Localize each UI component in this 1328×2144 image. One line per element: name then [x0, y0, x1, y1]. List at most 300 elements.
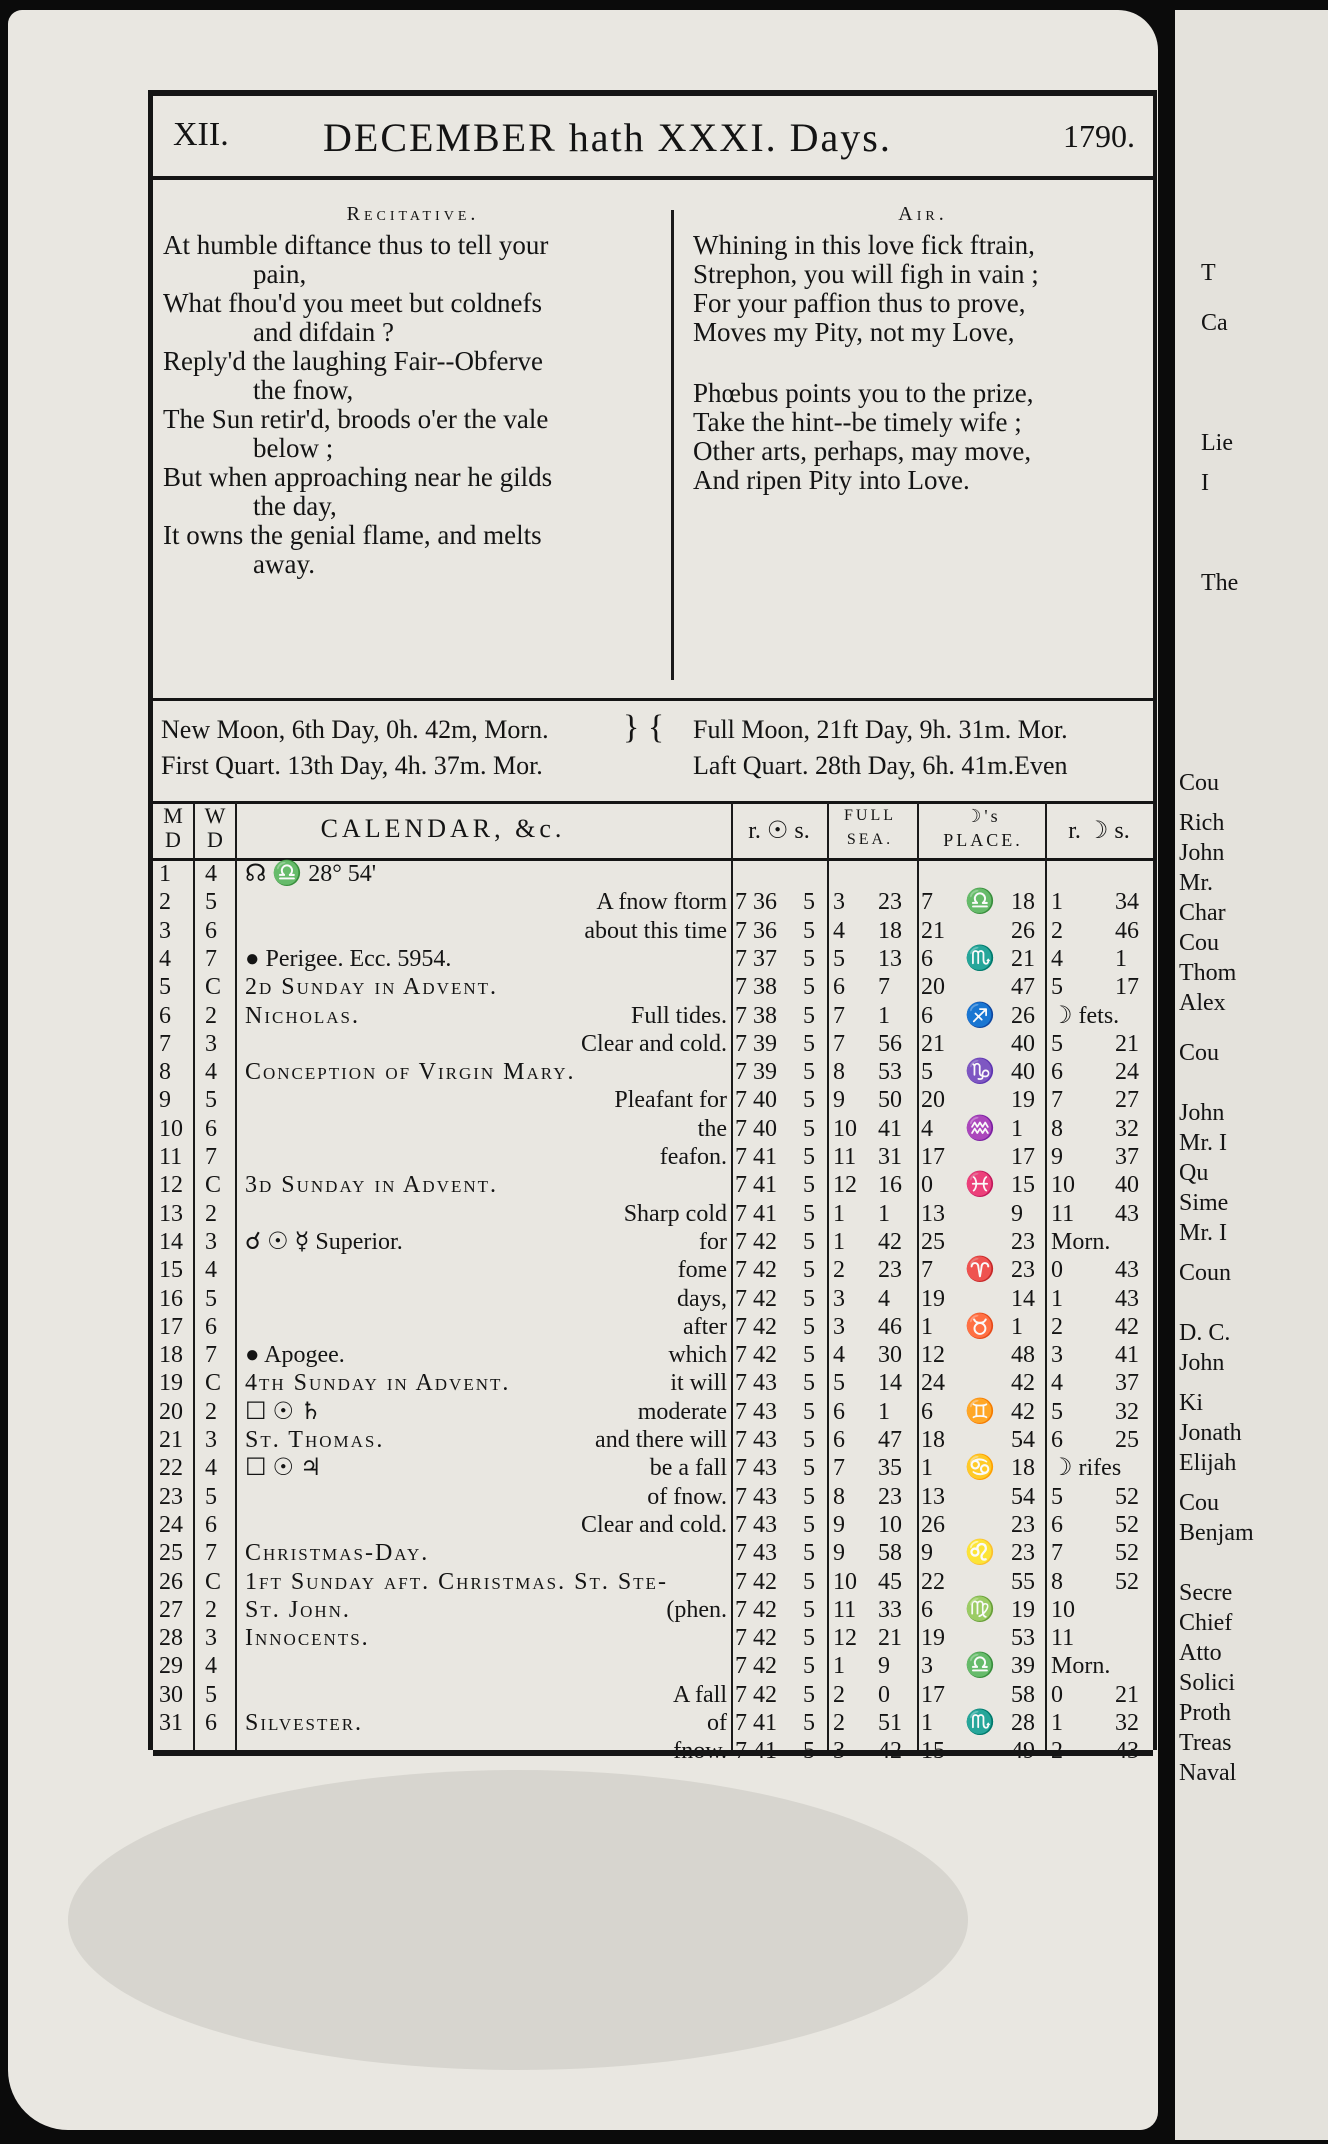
cell-moon-min: 24	[1115, 1059, 1139, 1086]
cell-moon-deg: 4	[921, 1115, 933, 1142]
cell-moon-rise: 5	[1051, 974, 1063, 1001]
cell-moon-deg: 6	[921, 945, 933, 972]
cell-moon-place: 54	[1011, 1427, 1035, 1453]
cell-moon-min: 21	[1115, 1030, 1139, 1057]
cell-sea-min: 23	[878, 1483, 902, 1510]
cell-sea-hour: 10	[833, 1115, 857, 1142]
cell-moon-deg: 17	[921, 1144, 945, 1170]
cell-sunset: 5	[803, 1059, 815, 1086]
table-row	[153, 1369, 1153, 1397]
cell-moon-place: 28	[1011, 1710, 1035, 1736]
cell-sunrise: 7 42	[735, 1653, 777, 1680]
cell-sunrise: 7 38	[735, 1002, 777, 1029]
cell-weather: days,	[677, 1285, 727, 1312]
table-row	[153, 1398, 1153, 1426]
cell-weather: (phen.	[666, 1596, 727, 1623]
cell-moon-deg: 6	[921, 1398, 933, 1425]
cell-moon-deg: 17	[921, 1681, 945, 1708]
cell-moon-min: 37	[1115, 1144, 1139, 1170]
cell-weather: feafon.	[659, 1144, 727, 1170]
cell-moon-place: 48	[1011, 1342, 1035, 1369]
cell-moon-deg: 13	[921, 1200, 945, 1227]
cell-week-day: 7	[205, 1342, 217, 1369]
cell-sea-hour: 2	[833, 1710, 845, 1736]
cell-sunrise: 7 37	[735, 945, 777, 972]
cell-sea-hour: 7	[833, 1030, 845, 1057]
col-calendar: CALENDAR, &c.	[320, 814, 566, 843]
cell-sea-hour: 8	[833, 1483, 845, 1510]
cell-moon-sign: ♒	[965, 1115, 995, 1142]
cell-month-day: 25	[159, 1540, 183, 1567]
poem-line: below ;	[253, 433, 334, 463]
cell-sunrise: 7 42	[735, 1342, 777, 1369]
cell-moon-min: 46	[1115, 917, 1139, 944]
cell-sunrise: 7 43	[735, 1540, 777, 1567]
adjacent-fragment: The	[1201, 570, 1239, 596]
cell-moon-rise: 2	[1051, 917, 1063, 944]
cell-moon-rise: 5	[1051, 1398, 1063, 1425]
poem-line: At humble diftance thus to tell your	[163, 230, 549, 260]
table-row	[153, 1454, 1153, 1482]
table-row	[153, 1596, 1153, 1624]
cell-weather: and there will	[595, 1427, 727, 1453]
cell-month-day: 31	[159, 1710, 183, 1736]
cell-moon-rise: 6	[1051, 1511, 1063, 1538]
cell-moon-place: 17	[1011, 1144, 1035, 1170]
cell-sea-min: 1	[878, 1002, 890, 1029]
cell-moon-min: 43	[1115, 1200, 1139, 1227]
poem-line: pain,	[253, 259, 307, 289]
cell-weather: A fall	[673, 1681, 727, 1708]
cell-moon-rise: 6	[1051, 1427, 1063, 1453]
page-header	[153, 90, 1153, 180]
cell-sunrise: 7 41	[735, 1144, 777, 1170]
moon-phases	[153, 698, 1153, 804]
cell-moon-min: 41	[1115, 1342, 1139, 1369]
cell-month-day: 9	[159, 1087, 171, 1114]
poem-divider	[671, 210, 674, 680]
cell-month-day: 11	[159, 1144, 183, 1170]
cell-month-day: 21	[159, 1427, 183, 1453]
cell-sunset: 5	[803, 1681, 815, 1708]
cell-moon-sign: ♊	[965, 1398, 995, 1425]
cell-moon-place: 23	[1011, 1257, 1035, 1284]
cell-moon-place: 15	[1011, 1172, 1035, 1199]
poem-line: Phœbus points you to the prize,	[693, 378, 1034, 408]
cell-sea-hour: 8	[833, 1059, 845, 1086]
adjacent-fragment: Benjam	[1179, 1520, 1254, 1546]
cell-week-day: 2	[205, 1002, 217, 1029]
cell-month-day: 18	[159, 1342, 183, 1369]
cell-moon-place: 40	[1011, 1030, 1035, 1057]
poem-line: and difdain ?	[253, 317, 394, 347]
cell-moon-min: 43	[1115, 1285, 1139, 1312]
cell-week-day: C	[205, 1172, 222, 1199]
cell-sunrise: 7 40	[735, 1087, 777, 1114]
cell-moon-place: 1	[1011, 1115, 1023, 1142]
adjacent-fragment: John	[1179, 1100, 1225, 1126]
adjacent-fragment: Mr. I	[1179, 1130, 1227, 1156]
cell-moon-min: 52	[1115, 1511, 1139, 1538]
cell-sunrise: 7 42	[735, 1285, 777, 1312]
cell-sea-hour: 9	[833, 1540, 845, 1567]
cell-month-day: 23	[159, 1483, 183, 1510]
cell-moon-deg: 19	[921, 1625, 945, 1652]
month-number: XII.	[173, 116, 229, 153]
poem-line: For your paffion thus to prove,	[693, 288, 1026, 318]
cell-sea-hour: 4	[833, 917, 845, 944]
cell-sea-hour: 3	[833, 1313, 845, 1340]
cell-moon-min: 52	[1115, 1540, 1139, 1567]
cell-moon-place: 42	[1011, 1370, 1035, 1397]
cell-sea-min: 53	[878, 1059, 902, 1086]
recitative-lines	[163, 231, 663, 579]
cell-moon-rise: 8	[1051, 1568, 1063, 1595]
cell-sunset: 5	[803, 1370, 815, 1397]
cell-week-day: 5	[205, 1483, 217, 1510]
cell-sea-hour: 9	[833, 1087, 845, 1114]
cell-month-day: 6	[159, 1002, 171, 1029]
table-row	[153, 1624, 1153, 1652]
cell-sea-min: 31	[878, 1144, 902, 1170]
cell-week-day: 3	[205, 1228, 217, 1255]
col-moon-rise: r. ☽ s.	[1068, 818, 1130, 844]
cell-moon-place: 26	[1011, 917, 1035, 944]
cell-moon-rise: 1	[1051, 1285, 1063, 1312]
cell-moon-min: 32	[1115, 1398, 1139, 1425]
cell-moon-rise: 10	[1051, 1596, 1075, 1623]
cell-moon-sign: ♋	[965, 1455, 995, 1482]
cell-moon-rise: 5	[1051, 1483, 1063, 1510]
table-row	[153, 1341, 1153, 1369]
cell-moon-sign: ♓	[965, 1172, 995, 1199]
year: 1790.	[1063, 118, 1135, 154]
cell-moon-deg: 1	[921, 1455, 933, 1482]
cell-sea-hour: 7	[833, 1455, 845, 1482]
cell-month-day: 5	[159, 974, 171, 1001]
cell-moon-deg: 12	[921, 1342, 945, 1369]
table-row	[153, 1086, 1153, 1114]
cell-sea-min: 51	[878, 1710, 902, 1736]
table-row	[153, 1171, 1153, 1199]
table-row	[153, 860, 1153, 888]
cell-calendar: ☌ ☉ ☿ Superior.	[245, 1228, 403, 1255]
table-row	[153, 1285, 1153, 1313]
cell-sea-min: 41	[878, 1115, 902, 1142]
cell-sea-min: 35	[878, 1455, 902, 1482]
cell-weather: fome	[677, 1257, 727, 1284]
poem-line: And ripen Pity into Love.	[693, 465, 970, 495]
adjacent-fragment: Chief	[1179, 1610, 1233, 1636]
cell-week-day: C	[205, 974, 222, 1001]
cell-month-day: 8	[159, 1059, 171, 1086]
cell-week-day: 3	[205, 1030, 217, 1057]
cell-week-day: 7	[205, 945, 217, 972]
cell-calendar: ☊ ♎ 28° 54'	[245, 861, 377, 887]
cell-moon-sign: ♏	[965, 945, 995, 972]
poem-line: The Sun retir'd, broods o'er the vale	[163, 404, 549, 434]
cell-sunrise: 7 36	[735, 889, 777, 916]
cell-moon-rise: 4	[1051, 1370, 1063, 1397]
cell-moon-min: 40	[1115, 1172, 1139, 1199]
cell-moon-rise: 6	[1051, 1059, 1063, 1086]
cell-sunset: 5	[803, 889, 815, 916]
cell-sea-hour: 1	[833, 1200, 845, 1227]
cell-week-day: 5	[205, 1285, 217, 1312]
cell-week-day: 3	[205, 1625, 217, 1652]
cell-moon-deg: 26	[921, 1511, 945, 1538]
cell-sunset: 5	[803, 974, 815, 1001]
cell-sea-min: 21	[878, 1625, 902, 1652]
cell-sea-hour: 9	[833, 1511, 845, 1538]
adjacent-fragment: John	[1179, 840, 1225, 866]
calendar-frame	[148, 90, 1157, 1750]
cell-moon-deg: 0	[921, 1172, 933, 1199]
cell-sunrise: 7 42	[735, 1257, 777, 1284]
cell-sea-hour: 5	[833, 1370, 845, 1397]
cell-sunset: 5	[803, 1228, 815, 1255]
cell-sunset: 5	[803, 945, 815, 972]
cell-week-day: C	[205, 1568, 222, 1595]
cell-moon-place: 40	[1011, 1059, 1035, 1086]
new-moon: New Moon, 6th Day, 0h. 42m, Morn.	[161, 715, 549, 744]
cell-moon-deg: 1	[921, 1313, 933, 1340]
cell-week-day: 6	[205, 1313, 217, 1340]
cell-sea-min: 47	[878, 1427, 902, 1453]
cell-calendar: Conception of Virgin Mary.	[245, 1059, 576, 1086]
cell-sunset: 5	[803, 1427, 815, 1453]
page-title: DECEMBER hath XXXI. Days.	[323, 115, 892, 160]
cell-sea-min: 7	[878, 974, 890, 1001]
cell-week-day: 7	[205, 1144, 217, 1170]
cell-sunset: 5	[803, 1342, 815, 1369]
table-row	[153, 1313, 1153, 1341]
cell-moon-rise: 7	[1051, 1087, 1063, 1114]
adjacent-fragment: Solici	[1179, 1670, 1236, 1696]
adjacent-fragment: Cou	[1179, 1040, 1220, 1066]
cell-week-day: 6	[205, 1115, 217, 1142]
cell-sunset: 5	[803, 1115, 815, 1142]
air-stanza-2	[693, 379, 1153, 495]
cell-calendar: 1ft Sunday aft. Christmas. St. Ste-	[245, 1568, 668, 1595]
cell-sea-hour: 6	[833, 1398, 845, 1425]
cell-moon-place: 23	[1011, 1540, 1035, 1567]
cell-weather: moderate	[637, 1398, 727, 1425]
cell-calendar: ● Apogee.	[245, 1342, 345, 1369]
adjacent-fragment: Ca	[1201, 310, 1228, 336]
cell-sea-hour: 2	[833, 1681, 845, 1708]
cell-week-day: 6	[205, 1710, 217, 1736]
table-row	[153, 1143, 1153, 1171]
cell-sunrise: 7 42	[735, 1625, 777, 1652]
cell-month-day: 17	[159, 1313, 183, 1340]
cell-week-day: 6	[205, 917, 217, 944]
col-md: M D	[163, 803, 183, 852]
cell-calendar: 4th Sunday in Advent.	[245, 1370, 511, 1397]
cell-moon-rise: Morn.	[1051, 1228, 1111, 1255]
cell-sea-hour: 5	[833, 945, 845, 972]
adjacent-fragment: Treas	[1179, 1730, 1232, 1756]
cell-weather: of	[707, 1710, 727, 1736]
cell-moon-min: 52	[1115, 1568, 1139, 1595]
poem-line: Strephon, you will figh in vain ;	[693, 259, 1039, 289]
table-row	[153, 1681, 1153, 1709]
cell-week-day: 4	[205, 1059, 217, 1086]
table-row	[153, 1115, 1153, 1143]
cell-week-day: 7	[205, 1540, 217, 1567]
cell-sea-min: 10	[878, 1511, 902, 1538]
full-moon: Full Moon, 21ft Day, 9h. 31m. Mor.	[693, 715, 1068, 744]
cell-sea-min: 58	[878, 1540, 902, 1567]
cell-sunset: 5	[803, 1398, 815, 1425]
cell-moon-deg: 24	[921, 1370, 945, 1397]
cell-sunset: 5	[803, 1596, 815, 1623]
cell-month-day: 7	[159, 1030, 171, 1057]
table-row	[153, 1200, 1153, 1228]
cell-moon-min: 34	[1115, 889, 1139, 916]
cell-week-day: 4	[205, 1257, 217, 1284]
first-quarter: First Quart. 13th Day, 4h. 37m. Mor.	[161, 751, 543, 780]
cell-month-day: 19	[159, 1370, 183, 1397]
poem-line: Other arts, perhaps, may move,	[693, 436, 1032, 466]
cell-sunset: 5	[803, 1172, 815, 1199]
cell-sunrise: 7 39	[735, 1059, 777, 1086]
cell-week-day: 2	[205, 1398, 217, 1425]
cell-week-day: 4	[205, 861, 217, 887]
cell-sea-min: 23	[878, 1257, 902, 1284]
table-row	[153, 1030, 1153, 1058]
bottom-rule	[153, 1750, 1153, 1756]
poem-line: the fnow,	[253, 375, 354, 405]
cell-moon-sign: ♑	[965, 1059, 995, 1086]
cell-sea-hour: 2	[833, 1257, 845, 1284]
cell-moon-place: 42	[1011, 1398, 1035, 1425]
cell-weather: it will	[670, 1370, 727, 1397]
cell-moon-deg: 7	[921, 1257, 933, 1284]
cell-moon-place: 18	[1011, 1455, 1035, 1482]
cell-sea-min: 14	[878, 1370, 902, 1397]
table-row	[153, 1709, 1153, 1737]
cell-month-day: 14	[159, 1228, 183, 1255]
cell-moon-sign: ♎	[965, 889, 995, 916]
cell-sunrise: 7 42	[735, 1228, 777, 1255]
recitative-heading: Recitative.	[346, 203, 480, 225]
cell-sea-min: 4	[878, 1285, 890, 1312]
cell-sunset: 5	[803, 1653, 815, 1680]
water-stain	[68, 1770, 968, 2070]
table-row	[153, 1511, 1153, 1539]
cell-moon-sign: ♍	[965, 1596, 995, 1623]
adjacent-fragment: Atto	[1179, 1640, 1222, 1666]
cell-week-day: 5	[205, 1087, 217, 1114]
cell-calendar: Christmas-Day.	[245, 1540, 430, 1567]
cell-sea-min: 56	[878, 1030, 902, 1057]
cell-sea-hour: 4	[833, 1342, 845, 1369]
cell-moon-place: 19	[1011, 1087, 1035, 1114]
cell-weather: be a fall	[649, 1455, 727, 1482]
cell-sunrise: 7 42	[735, 1681, 777, 1708]
cell-sea-hour: 1	[833, 1228, 845, 1255]
cell-calendar: ● Perigee. Ecc. 5954.	[245, 945, 452, 972]
poem-line: But when approaching near he gilds	[163, 462, 553, 492]
cell-sea-hour: 3	[833, 889, 845, 916]
cell-moon-rise: 11	[1051, 1625, 1075, 1652]
cell-sea-min: 33	[878, 1596, 902, 1623]
cell-moon-deg: 3	[921, 1653, 933, 1680]
cell-moon-min: 37	[1115, 1370, 1139, 1397]
cell-moon-place: 26	[1011, 1002, 1035, 1029]
cell-weather: A fnow ftorm	[596, 889, 727, 916]
cell-moon-place: 18	[1011, 889, 1035, 916]
adjacent-fragment: Cou	[1179, 770, 1220, 796]
cell-moon-sign: ♐	[965, 1002, 995, 1029]
cell-sea-min: 46	[878, 1313, 902, 1340]
cell-sunrise: 7 40	[735, 1115, 777, 1142]
cell-sunset: 5	[803, 1002, 815, 1029]
cell-moon-deg: 9	[921, 1540, 933, 1567]
table-row	[153, 1256, 1153, 1284]
table-row	[153, 973, 1153, 1001]
cell-month-day: 24	[159, 1511, 183, 1538]
cell-moon-place: 58	[1011, 1681, 1035, 1708]
cell-weather: for	[699, 1228, 727, 1255]
cell-moon-rise: 5	[1051, 1030, 1063, 1057]
table-row	[153, 888, 1153, 916]
cell-calendar: Silvester.	[245, 1710, 364, 1736]
cell-sunrise: 7 39	[735, 1030, 777, 1057]
cell-sunrise: 7 43	[735, 1455, 777, 1482]
cell-sunrise: 7 42	[735, 1313, 777, 1340]
cell-moon-sign: ♌	[965, 1540, 995, 1567]
cell-sunset: 5	[803, 1257, 815, 1284]
cell-moon-place: 55	[1011, 1568, 1035, 1595]
cell-sea-min: 50	[878, 1087, 902, 1114]
poem-line: Reply'd the laughing Fair--Obferve	[163, 346, 543, 376]
cell-moon-rise: 2	[1051, 1313, 1063, 1340]
cell-moon-min: 32	[1115, 1710, 1139, 1736]
cell-weather: the	[697, 1115, 727, 1142]
cell-moon-min: 21	[1115, 1681, 1139, 1708]
adjacent-fragment: Char	[1179, 900, 1226, 926]
adjacent-fragment: Secre	[1179, 1580, 1233, 1606]
cell-month-day: 22	[159, 1455, 183, 1482]
cell-month-day: 27	[159, 1596, 183, 1623]
cell-sea-hour: 6	[833, 1427, 845, 1453]
cell-sea-min: 30	[878, 1342, 902, 1369]
cell-sunrise: 7 41	[735, 1172, 777, 1199]
cell-moon-deg: 20	[921, 974, 945, 1001]
cell-weather: Pleafant for	[614, 1087, 727, 1114]
adjacent-fragment: Mr. I	[1179, 1220, 1227, 1246]
cell-moon-min: 17	[1115, 974, 1139, 1001]
adjacent-fragment: Rich	[1179, 810, 1225, 836]
cell-moon-min: 1	[1115, 945, 1127, 972]
cell-week-day: C	[205, 1370, 222, 1397]
table-row	[153, 1426, 1153, 1454]
cell-moon-deg: 6	[921, 1596, 933, 1623]
cell-sea-hour: 11	[833, 1596, 857, 1623]
air-heading: Air.	[898, 203, 948, 225]
cell-moon-rise: 11	[1051, 1200, 1075, 1227]
adjacent-fragment: D. C.	[1179, 1320, 1231, 1346]
cell-sunset: 5	[803, 1710, 815, 1736]
cell-sea-hour: 10	[833, 1568, 857, 1595]
cell-sunset: 5	[803, 1455, 815, 1482]
adjacent-fragment: John	[1179, 1350, 1225, 1376]
cell-weather: Sharp cold	[623, 1200, 727, 1227]
cell-moon-rise: 7	[1051, 1540, 1063, 1567]
cell-moon-rise: Morn.	[1051, 1653, 1111, 1680]
